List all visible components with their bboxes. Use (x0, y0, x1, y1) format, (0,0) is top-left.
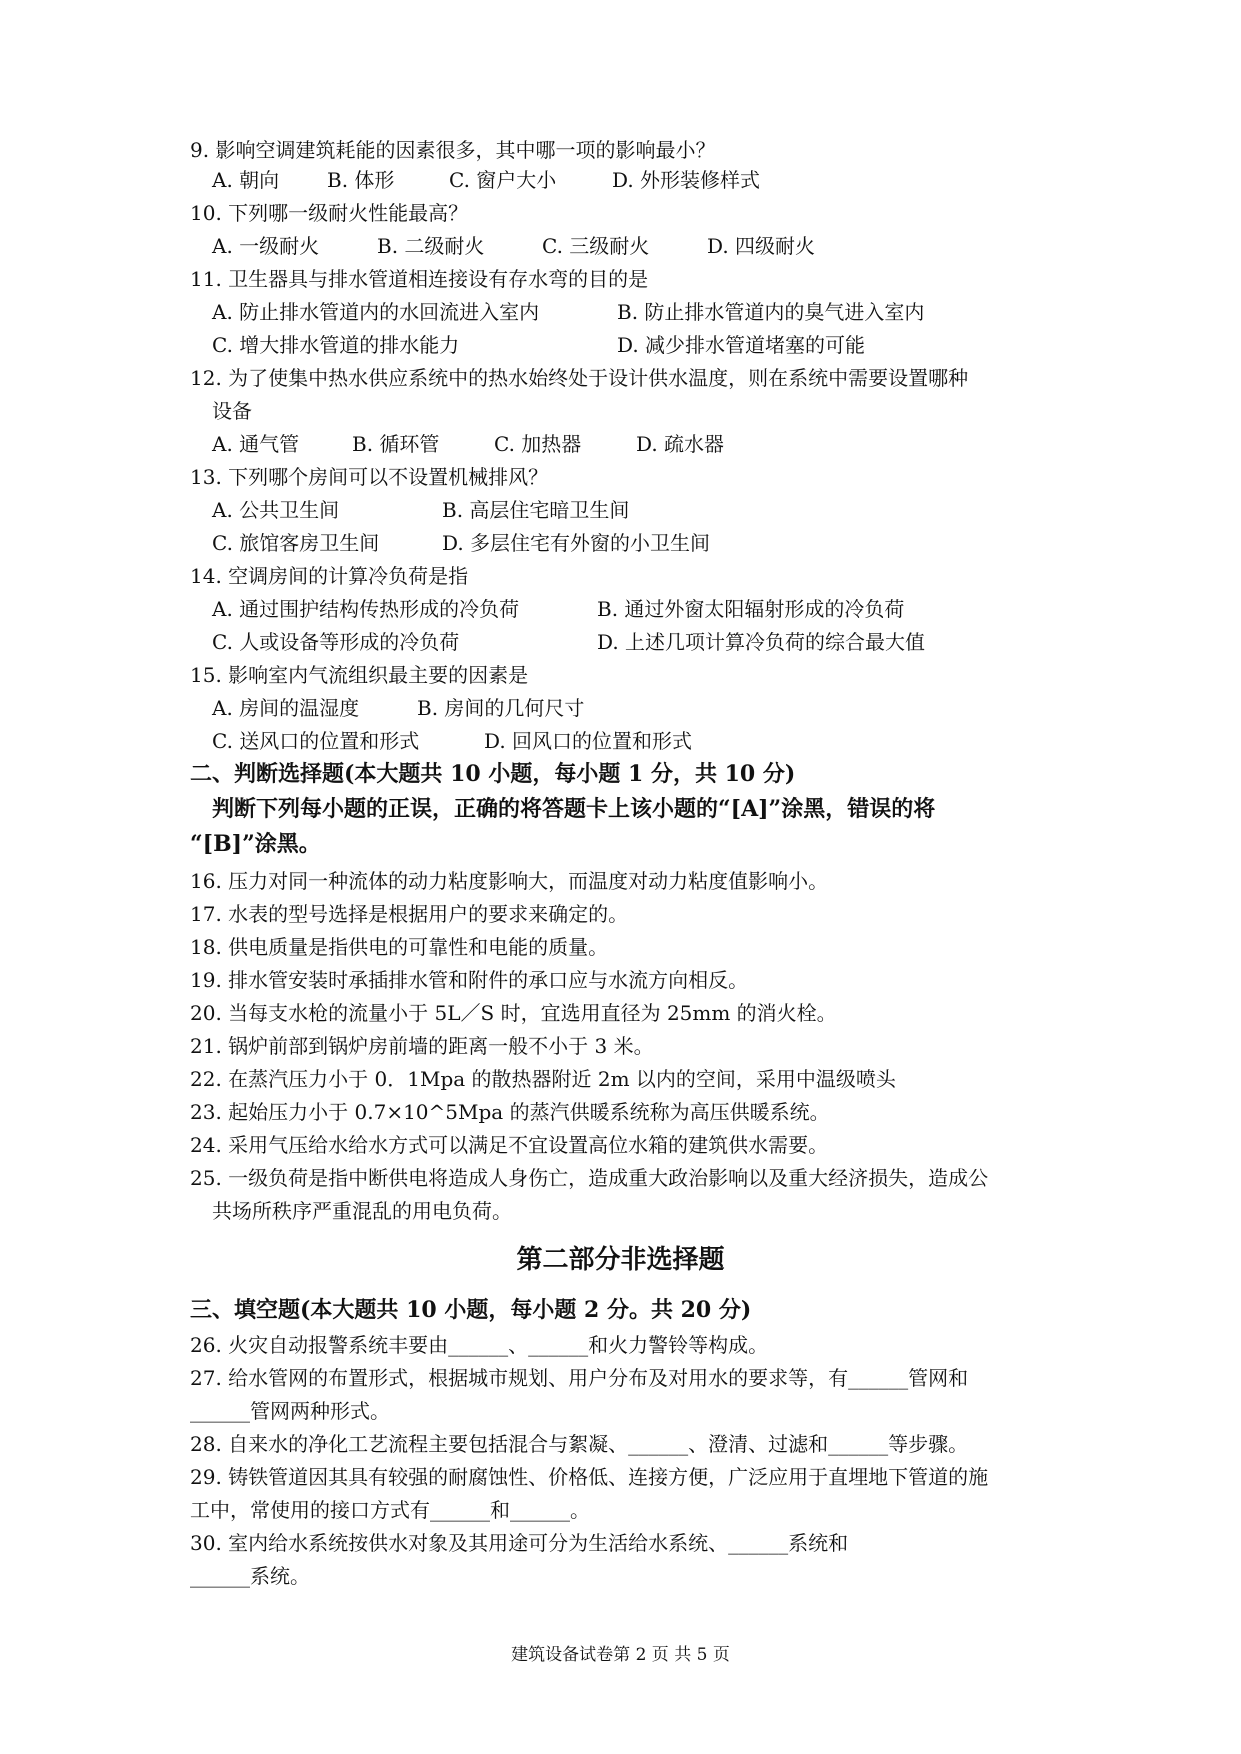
option-14a: A. 通过围护结构传热形成的冷负荷 (212, 597, 520, 621)
judge-item-17: 17. 水表的型号选择是根据用户的要求来确定的。 (190, 902, 629, 926)
option-11c: C. 增大排水管道的排水能力 (212, 333, 460, 357)
option-12a: A. 通气管 (212, 432, 300, 456)
option-13b: B. 高层住宅暗卫生间 (442, 498, 630, 522)
option-9b: B. 体形 (327, 168, 395, 192)
option-9c: C. 窗户大小 (449, 168, 557, 192)
question-14: 14. 空调房间的计算冷负荷是指 (190, 564, 469, 588)
question-12-cont: 设备 (212, 399, 252, 423)
option-9a: A. 朝向 (212, 168, 280, 192)
option-15d: D. 回风口的位置和形式 (484, 729, 693, 753)
fill-item-30: 30. 室内给水系统按供水对象及其用途可分为生活给水系统、______系统和 (190, 1531, 849, 1555)
option-14c: C. 人或设备等形成的冷负荷 (212, 630, 460, 654)
judge-item-25: 25. 一级负荷是指中断供电将造成人身伤亡，造成重大政治影响以及重大经济损失，造成公 (190, 1166, 989, 1190)
section3-heading: 三、填空题(本大题共 10 小题，每小题 2 分。共 20 分) (190, 1297, 752, 1323)
option-12b: B. 循环管 (352, 432, 440, 456)
question-12: 12. 为了使集中热水供应系统中的热水始终处于设计供水温度，则在系统中需要设置哪种 (190, 366, 969, 390)
fill-item-29-cont: 工中，常使用的接口方式有______和______。 (190, 1498, 590, 1522)
section2-heading: 二、判断选择题(本大题共 10 小题，每小题 1 分，共 10 分) (190, 761, 796, 787)
question-9: 9. 影响空调建筑耗能的因素很多，其中哪一项的影响最小？ (190, 138, 716, 162)
judge-item-22: 22. 在蒸汽压力小于 0．1Mpa 的散热器附近 2m 以内的空间，采用中温级喷头 (190, 1067, 896, 1091)
judge-item-25-cont: 共场所秩序严重混乱的用电负荷。 (212, 1199, 512, 1223)
option-11b: B. 防止排水管道内的臭气进入室内 (617, 300, 925, 324)
option-13c: C. 旅馆客房卫生间 (212, 531, 380, 555)
judge-item-16: 16. 压力对同一种流体的动力粘度影响大，而温度对动力粘度值影响小。 (190, 869, 829, 893)
option-12c: C. 加热器 (494, 432, 582, 456)
judge-item-18: 18. 供电质量是指供电的可靠性和电能的质量。 (190, 935, 609, 959)
option-15b: B. 房间的几何尺寸 (417, 696, 585, 720)
option-10b: B. 二级耐火 (377, 234, 485, 258)
question-10: 10. 下列哪一级耐火性能最高？ (190, 201, 469, 225)
option-14d: D. 上述几项计算冷负荷的综合最大值 (597, 630, 926, 654)
judge-item-20: 20. 当每支水枪的流量小于 5L／S 时，宜选用直径为 25mm 的消火栓。 (190, 1001, 837, 1025)
judge-item-21: 21. 锅炉前部到锅炉房前墙的距离一般不小于 3 米。 (190, 1034, 654, 1058)
option-13a: A. 公共卫生间 (212, 498, 340, 522)
option-12d: D. 疏水器 (636, 432, 725, 456)
question-13: 13. 下列哪个房间可以不设置机械排风？ (190, 465, 549, 489)
option-10a: A. 一级耐火 (212, 234, 320, 258)
question-11: 11. 卫生器具与排水管道相连接设有存水弯的目的是 (190, 267, 649, 291)
option-15c: C. 送风口的位置和形式 (212, 729, 420, 753)
section2-instruction-1: 判断下列每小题的正误，正确的将答题卡上该小题的“[A]”涂黑，错误的将 (212, 796, 936, 822)
judge-item-24: 24. 采用气压给水给水方式可以满足不宜设置高位水箱的建筑供水需要。 (190, 1133, 829, 1157)
option-11d: D. 减少排水管道堵塞的可能 (617, 333, 866, 357)
option-15a: A. 房间的温湿度 (212, 696, 360, 720)
fill-item-28: 28. 自来水的净化工艺流程主要包括混合与絮凝、______、澄清、过滤和______等步骤。 (190, 1432, 969, 1456)
judge-item-19: 19. 排水管安装时承插排水管和附件的承口应与水流方向相反。 (190, 968, 749, 992)
option-10d: D. 四级耐火 (707, 234, 816, 258)
question-15: 15. 影响室内气流组织最主要的因素是 (190, 663, 529, 687)
option-13d: D. 多层住宅有外窗的小卫生间 (442, 531, 711, 555)
section2-instruction-2: “[B]”涂黑。 (190, 831, 321, 857)
fill-item-27: 27. 给水管网的布置形式，根据城市规划、用户分布及对用水的要求等，有______管网和 (190, 1366, 969, 1390)
option-14b: B. 通过外窗太阳辐射形成的冷负荷 (597, 597, 905, 621)
judge-item-23: 23. 起始压力小于 0.7×10^5Mpa 的蒸汽供暖系统称为高压供暖系统。 (190, 1100, 830, 1124)
option-11a: A. 防止排水管道内的水回流进入室内 (212, 300, 540, 324)
fill-item-26: 26. 火灾自动报警系统丰要由______、______和火力警铃等构成。 (190, 1333, 769, 1357)
fill-item-29: 29. 铸铁管道因其具有较强的耐腐蚀性、价格低、连接方便，广泛应用于直埋地下管道的施 (190, 1465, 989, 1489)
option-10c: C. 三级耐火 (542, 234, 650, 258)
part2-title: 第二部分非选择题 (516, 1245, 725, 1275)
fill-item-27-cont: ______管网两种形式。 (190, 1399, 390, 1423)
page-footer: 建筑设备试卷第 2 页 共 5 页 (511, 1645, 730, 1665)
option-9d: D. 外形装修样式 (612, 168, 761, 192)
fill-item-30-cont: ______系统。 (190, 1564, 310, 1588)
